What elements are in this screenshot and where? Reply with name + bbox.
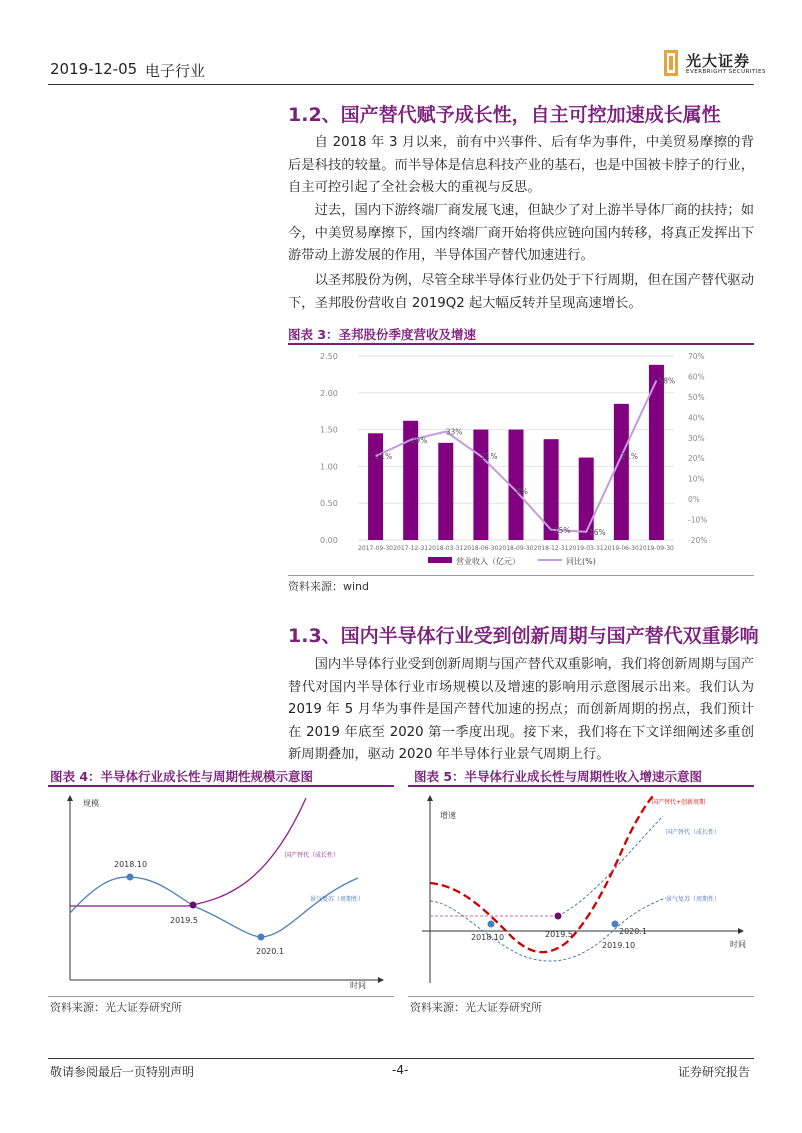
left-tick-label: 1.50 bbox=[320, 425, 338, 435]
label-growth-curve: 国产替代（成长性） bbox=[666, 829, 721, 836]
figure-3-source: 资料来源：wind bbox=[288, 580, 370, 593]
figure-5-diagram bbox=[408, 788, 754, 994]
figure-4-source-rule bbox=[48, 996, 394, 997]
figure-4-source: 资料来源：光大证券研究所 bbox=[50, 1001, 182, 1014]
point-2019-5 bbox=[555, 913, 562, 920]
figure-4-title: 图表 4：半导体行业成长性与周期性规模示意图 bbox=[50, 769, 314, 784]
figure-3-legend bbox=[428, 556, 596, 566]
label-growth-curve: 国产替代（成长性） bbox=[285, 852, 340, 859]
y-axis-label: 规模 bbox=[83, 799, 99, 808]
point-2019-5 bbox=[190, 902, 197, 909]
legend-label-yoy: 同比(%) bbox=[566, 557, 596, 566]
data-label: 21% bbox=[621, 452, 639, 462]
category-label: 2018-12-31 bbox=[533, 545, 569, 552]
section-title-1-2: 1.2、国产替代赋予成长性，自主可控加速成长属性 bbox=[288, 104, 721, 126]
category-label: 2019-06-30 bbox=[603, 545, 639, 552]
label-2019-5: 2019.5 bbox=[545, 930, 573, 939]
industry-label: 电子行业 bbox=[145, 62, 206, 80]
bar-2019-06-30 bbox=[614, 404, 629, 540]
bar-2017-09-30 bbox=[368, 433, 383, 540]
right-tick-label: 0% bbox=[688, 495, 700, 505]
x-axis-label: 时间 bbox=[350, 981, 366, 990]
cycle-curve bbox=[70, 877, 358, 937]
left-tick-label: 2.50 bbox=[320, 352, 338, 361]
report-date: 2019-12-05 bbox=[50, 60, 138, 78]
figure-5-source-rule bbox=[408, 996, 754, 997]
paragraph-2: 过去，国内下游终端厂商发展飞速，但缺少了对上游半导体厂商的扶持；如今，中美贸易摩擦下，国内终端厂商开始将供应链向国内转移，将真正发挥出下游带动上游发展的作用，半导体国产替代加速进行。 bbox=[288, 203, 754, 263]
category-label: 2018-09-30 bbox=[498, 545, 534, 552]
data-label: -15% bbox=[551, 525, 571, 535]
footer-report-type: 证券研究报告 bbox=[678, 1065, 751, 1079]
logo-text: 光大证券 bbox=[686, 52, 751, 70]
right-tick-label: 70% bbox=[688, 352, 705, 361]
category-label: 2019-03-31 bbox=[568, 545, 604, 552]
figure-4-diagram bbox=[48, 788, 394, 994]
page-number: -4- bbox=[392, 1063, 409, 1077]
paragraph-3: 以圣邦股份为例，尽管全球半导体行业仍处于下行周期，但在国产替代驱动下，圣邦股份营收自 2019Q2 起大幅反转并呈现高速增长。 bbox=[288, 273, 754, 311]
label-2019-10: 2019.10 bbox=[602, 941, 636, 950]
label-2019-5: 2019.5 bbox=[170, 916, 198, 925]
paragraph-4: 国内半导体行业受到创新周期与国产替代双重影响，我们将创新周期与国产替代对国内半导体行业市场规模以及增速的影响用示意图展示出来。我们认为 2019 年 5 月华为事件是国产替代加速的拐点；而创新周期的拐点，我们预计在 2019 年底至 2020 第一季度出现。接下来，我们将在下文详细阐述多重创新周期叠加，驱动 2020 年半导体行业景气周期上行。 bbox=[288, 657, 754, 762]
right-tick-label: 10% bbox=[688, 474, 705, 484]
left-tick-label: 0.00 bbox=[320, 536, 338, 545]
point-2018-10 bbox=[127, 874, 134, 881]
right-tick-label: 40% bbox=[688, 413, 705, 423]
left-tick-label: 1.00 bbox=[320, 462, 338, 472]
right-tick-label: -10% bbox=[688, 515, 708, 525]
paragraph-1: 自 2018 年 3 月以来，前有中兴事件、后有华为事件，中美贸易摩擦的背后是科技的较量。而半导体是信息科技产业的基石，也是中国被卡脖子的行业，自主可控引起了全社会极大的重视与反思。 bbox=[288, 135, 754, 195]
growth-curve bbox=[558, 816, 663, 916]
figure-5-title: 图表 5：半导体行业成长性与周期性收入增速示意图 bbox=[414, 769, 703, 784]
right-tick-label: 50% bbox=[688, 392, 705, 402]
label-cycle-curve: 景气复苏（周期性） bbox=[666, 896, 721, 903]
data-label: 29% bbox=[410, 435, 428, 445]
figure-3-title: 图表 3：圣邦股份季度营收及增速 bbox=[288, 327, 477, 342]
data-label: 4% bbox=[516, 486, 528, 496]
label-cycle-curve: 景气复苏（周期性） bbox=[310, 896, 365, 903]
label-2018-10: 2018.10 bbox=[114, 860, 148, 869]
figure-4-rule bbox=[48, 785, 394, 787]
label-2018-10: 2018.10 bbox=[471, 933, 505, 942]
footer-divider bbox=[48, 1058, 754, 1059]
figure-5-rule bbox=[408, 785, 754, 787]
figure-3-chart bbox=[288, 346, 754, 574]
section-title-1-3: 1.3、国内半导体行业受到创新周期与国产替代双重影响 bbox=[288, 625, 759, 647]
legend-swatch-revenue bbox=[428, 557, 452, 563]
point-2020-1 bbox=[612, 921, 619, 928]
point-2020-1 bbox=[258, 934, 265, 941]
data-label: 33% bbox=[445, 427, 463, 437]
category-label: 2019-09-30 bbox=[639, 545, 674, 552]
left-tick-label: 0.50 bbox=[320, 499, 338, 509]
right-tick-label: 60% bbox=[688, 372, 705, 382]
data-label: 58% bbox=[658, 376, 676, 386]
label-combined-curve: 国产替代+创新周期 bbox=[652, 799, 706, 806]
bar-2018-03-31 bbox=[438, 443, 453, 540]
x-axis-label: 时间 bbox=[730, 940, 746, 949]
category-label: 2017-12-31 bbox=[393, 545, 429, 552]
left-tick-label: 2.00 bbox=[320, 388, 338, 398]
figure-3-rule bbox=[288, 343, 754, 345]
y-axis-label: 增速 bbox=[440, 811, 456, 820]
figure-5-source: 资料来源：光大证券研究所 bbox=[410, 1001, 542, 1014]
figure-3-source-rule bbox=[288, 575, 754, 576]
label-2020-1: 2020.1 bbox=[619, 927, 647, 936]
legend-label-revenue: 营业收入（亿元） bbox=[456, 557, 520, 566]
right-tick-label: -20% bbox=[688, 536, 708, 545]
data-label: 21% bbox=[480, 452, 498, 462]
footer-disclaimer: 敬请参阅最后一页特别声明 bbox=[50, 1065, 195, 1079]
category-label: 2018-03-31 bbox=[428, 545, 464, 552]
header-divider bbox=[48, 84, 754, 85]
category-label: 2018-06-30 bbox=[463, 545, 499, 552]
logo-subtext: EVERBRIGHT SECURITIES bbox=[686, 69, 766, 75]
growth-curve bbox=[70, 798, 306, 906]
data-label: 21% bbox=[375, 452, 393, 462]
logo-mark-icon bbox=[664, 50, 678, 76]
right-tick-label: 20% bbox=[688, 454, 705, 464]
point-2018-10 bbox=[488, 921, 495, 928]
bar-2018-06-30 bbox=[473, 430, 488, 540]
label-2020-1: 2020.1 bbox=[256, 947, 284, 956]
right-tick-label: 30% bbox=[688, 433, 705, 443]
category-label: 2017-09-30 bbox=[358, 545, 393, 552]
data-label: -16% bbox=[586, 527, 606, 537]
